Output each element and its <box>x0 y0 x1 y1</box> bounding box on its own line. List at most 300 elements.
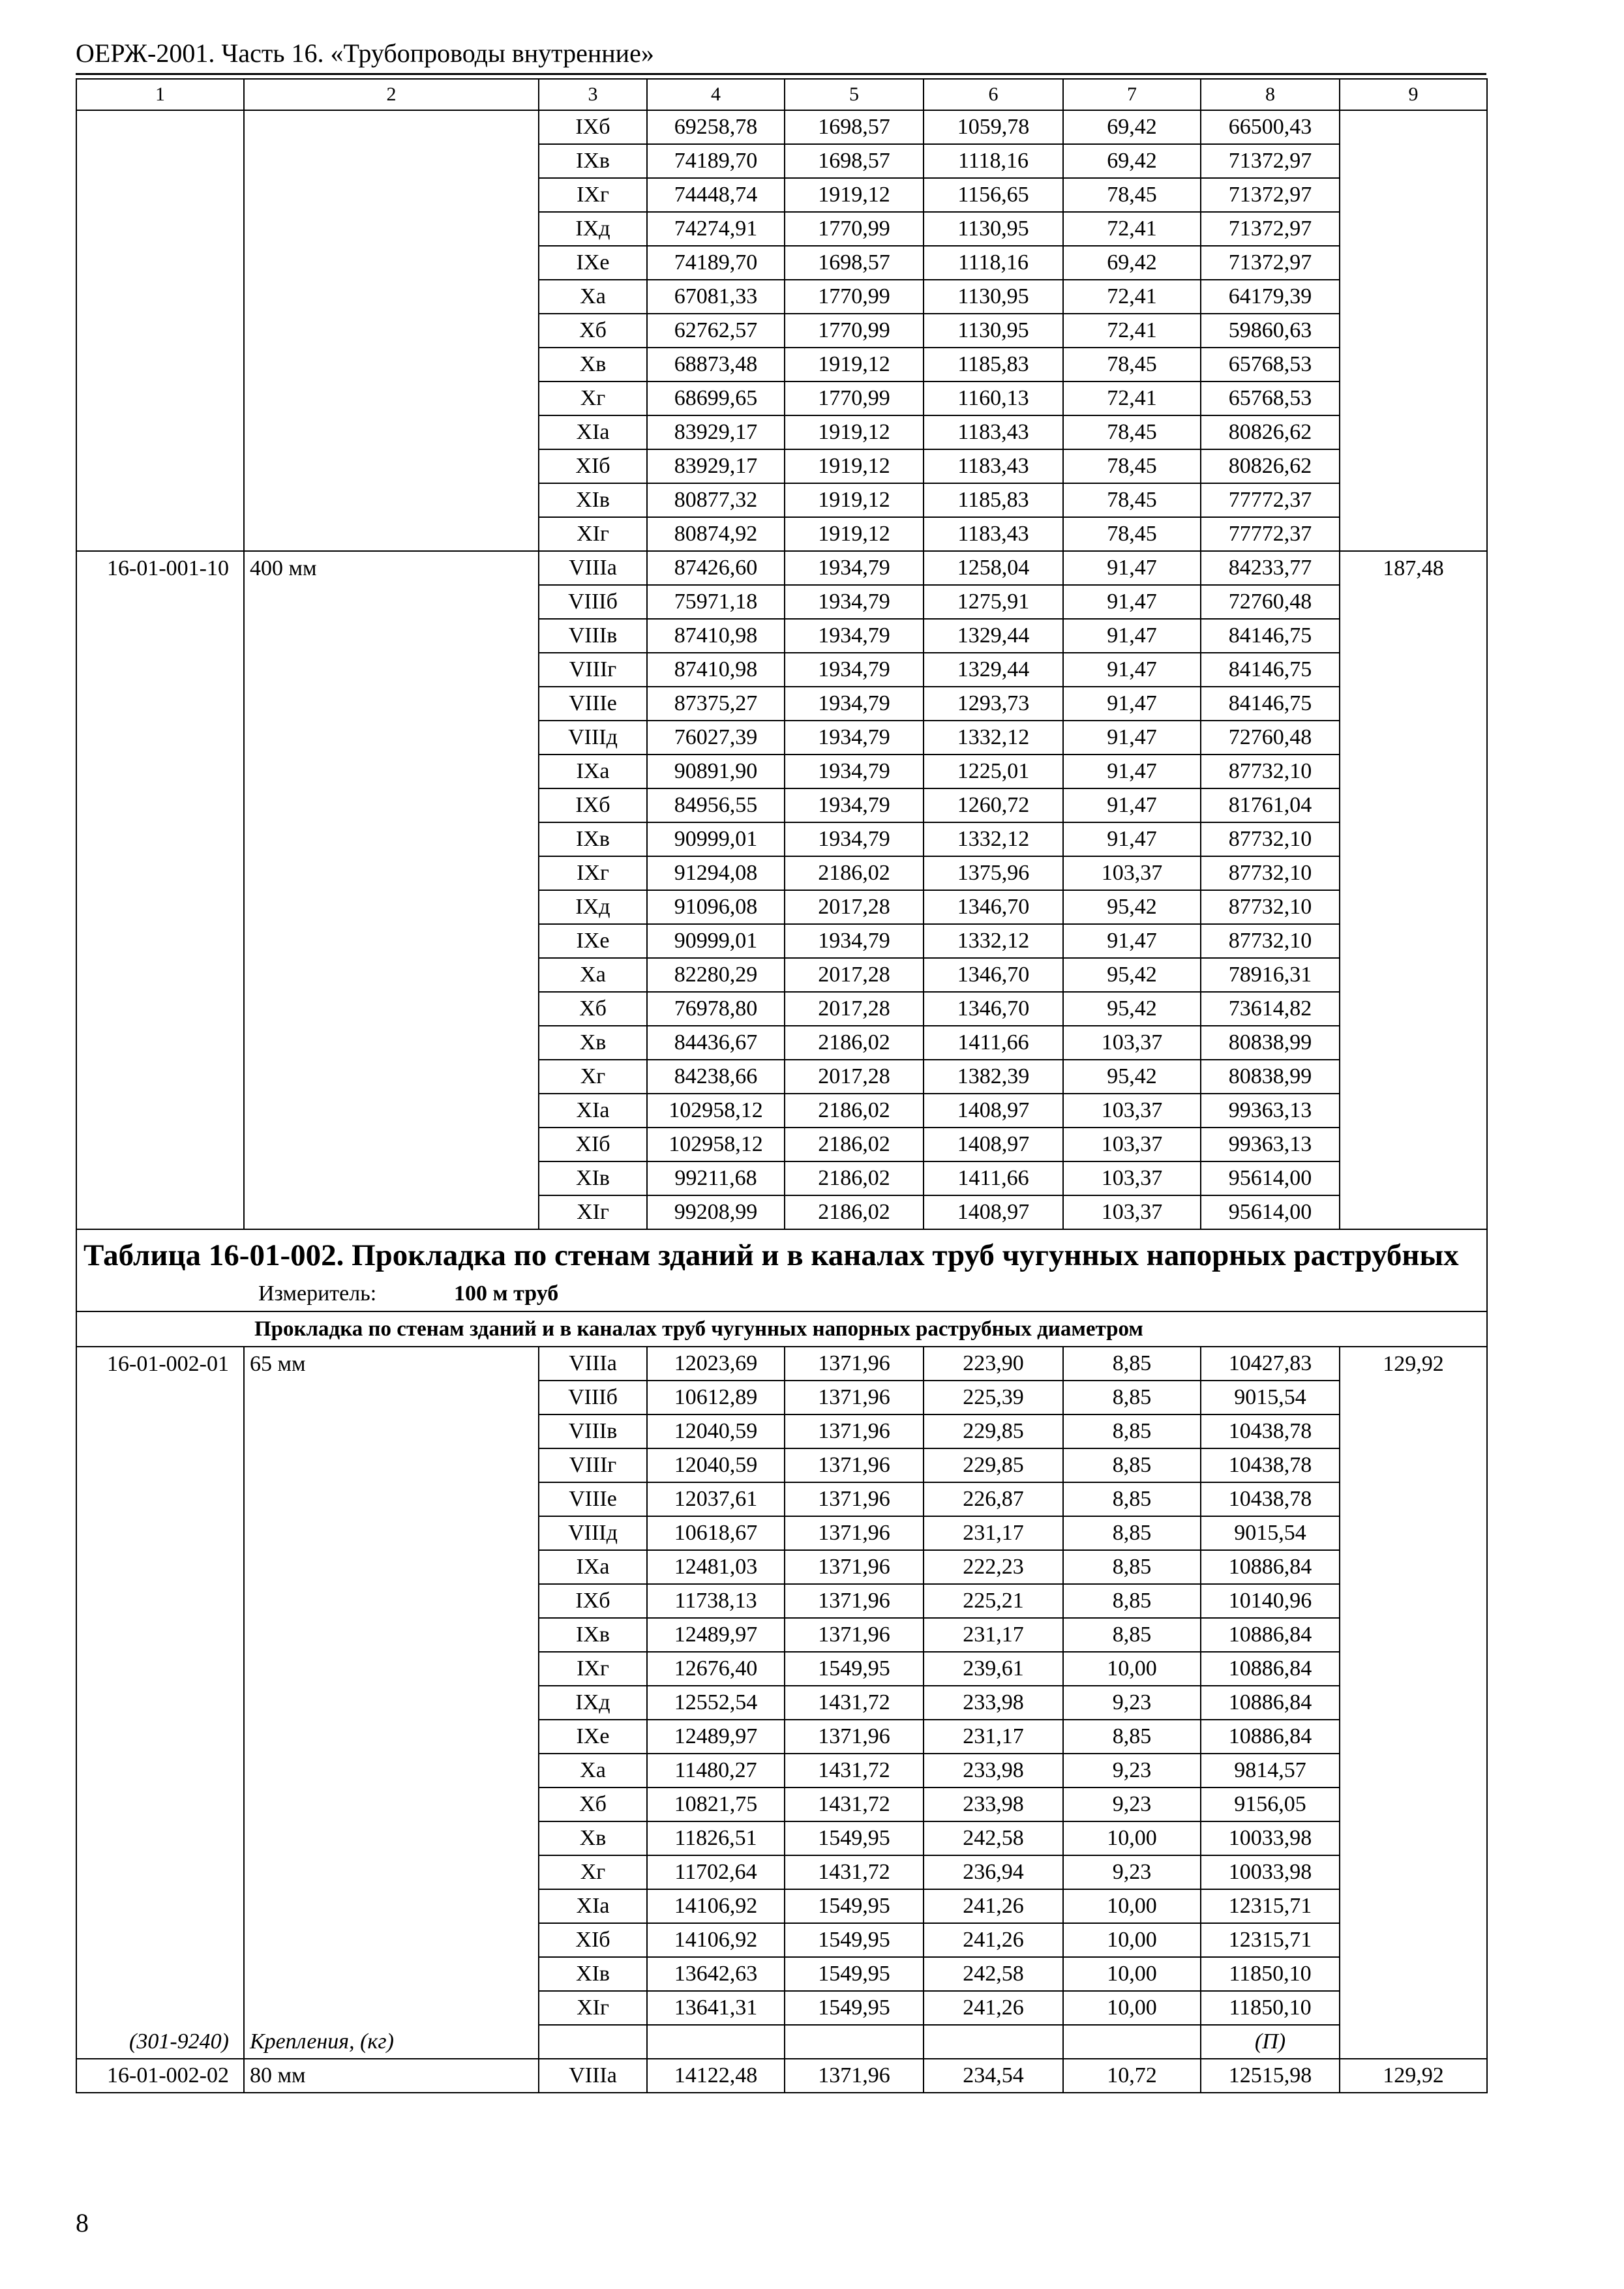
rate-code <box>76 1026 244 1060</box>
labor-hours <box>1340 1720 1487 1754</box>
total-cost: 12023,69 <box>647 1347 785 1381</box>
rate-code <box>76 178 244 212</box>
rate-code <box>76 1652 244 1686</box>
pipe-diameter <box>244 687 539 721</box>
operator-wages: 9,23 <box>1063 1754 1201 1788</box>
operator-wages: 10,00 <box>1063 1821 1201 1855</box>
machine-cost: 1346,70 <box>924 890 1063 924</box>
operator-wages: 95,42 <box>1063 1060 1201 1094</box>
column-number: 1 <box>76 79 244 110</box>
operator-wages: 91,47 <box>1063 755 1201 788</box>
labor-cost: 1371,96 <box>785 1347 924 1381</box>
machine-cost: 1382,39 <box>924 1060 1063 1094</box>
labor-hours <box>1340 1821 1487 1855</box>
materials-cost: 59860,63 <box>1201 314 1340 348</box>
labor-hours <box>1340 1026 1487 1060</box>
operator-wages: 10,00 <box>1063 1889 1201 1923</box>
labor-hours <box>1340 1516 1487 1550</box>
table-row <box>76 246 1487 280</box>
materials-cost: 9156,05 <box>1201 1788 1340 1821</box>
rate-code <box>76 1161 244 1195</box>
rates-table <box>76 78 1488 2093</box>
running-header: ОЕРЖ-2001. Часть 16. «Трубопроводы внутренние» <box>76 38 654 68</box>
machine-cost: 222,23 <box>924 1550 1063 1584</box>
rate-code <box>76 890 244 924</box>
materials-cost: 95614,00 <box>1201 1195 1340 1229</box>
total-cost: 80874,92 <box>647 517 785 551</box>
column-number: 8 <box>1201 79 1340 110</box>
machine-cost: 229,85 <box>924 1448 1063 1482</box>
operator-wages: 9,23 <box>1063 1855 1201 1889</box>
machine-cost: 223,90 <box>924 1347 1063 1381</box>
operator-wages: 91,47 <box>1063 924 1201 958</box>
zone-code: IXд <box>539 212 647 246</box>
table-row <box>76 1550 1487 1584</box>
column-number: 6 <box>924 79 1063 110</box>
total-cost: 11480,27 <box>647 1754 785 1788</box>
pipe-diameter <box>244 1889 539 1923</box>
labor-hours <box>1340 1128 1487 1161</box>
operator-wages: 95,42 <box>1063 890 1201 924</box>
total-cost: 91294,08 <box>647 856 785 890</box>
total-cost: 11702,64 <box>647 1855 785 1889</box>
rate-code <box>76 856 244 890</box>
materials-cost: 87732,10 <box>1201 890 1340 924</box>
table-row <box>76 1855 1487 1889</box>
total-cost: 62762,57 <box>647 314 785 348</box>
operator-wages: 78,45 <box>1063 348 1201 382</box>
empty-cell <box>1340 2025 1487 2059</box>
labor-cost: 2186,02 <box>785 1161 924 1195</box>
labor-cost: 1549,95 <box>785 1957 924 1991</box>
labor-hours <box>1340 178 1487 212</box>
zone-code: IXб <box>539 110 647 144</box>
pipe-diameter <box>244 1448 539 1482</box>
rate-code <box>76 1381 244 1414</box>
labor-cost: 1371,96 <box>785 2059 924 2093</box>
total-cost: 12040,59 <box>647 1448 785 1482</box>
rate-code <box>76 992 244 1026</box>
labor-cost: 2186,02 <box>785 1026 924 1060</box>
machine-cost: 1329,44 <box>924 653 1063 687</box>
materials-cost: 80838,99 <box>1201 1026 1340 1060</box>
total-cost: 87410,98 <box>647 619 785 653</box>
zone-code: VIIIе <box>539 1482 647 1516</box>
operator-wages: 8,85 <box>1063 1618 1201 1652</box>
machine-cost: 1408,97 <box>924 1195 1063 1229</box>
materials-cost: 77772,37 <box>1201 517 1340 551</box>
labor-hours <box>1340 788 1487 822</box>
rate-code <box>76 1094 244 1128</box>
rate-code <box>76 653 244 687</box>
table-row <box>76 856 1487 890</box>
pipe-diameter <box>244 1026 539 1060</box>
total-cost: 102958,12 <box>647 1128 785 1161</box>
materials-cost: 12515,98 <box>1201 2059 1340 2093</box>
total-cost: 75971,18 <box>647 585 785 619</box>
machine-cost: 241,26 <box>924 1991 1063 2025</box>
table-row <box>76 1094 1487 1128</box>
zone-code: Xа <box>539 280 647 314</box>
labor-hours <box>1340 755 1487 788</box>
zone-code: XIг <box>539 1991 647 2025</box>
pipe-diameter <box>244 1923 539 1957</box>
machine-cost: 1118,16 <box>924 144 1063 178</box>
rate-code <box>76 687 244 721</box>
labor-cost: 1431,72 <box>785 1788 924 1821</box>
pipe-diameter <box>244 653 539 687</box>
materials-cost: 10140,96 <box>1201 1584 1340 1618</box>
pipe-diameter <box>244 483 539 517</box>
table-row <box>76 551 1487 585</box>
machine-cost: 1332,12 <box>924 822 1063 856</box>
labor-hours: 187,48 <box>1340 551 1487 585</box>
machine-cost: 1260,72 <box>924 788 1063 822</box>
table-row <box>76 822 1487 856</box>
pipe-diameter <box>244 619 539 653</box>
pipe-diameter <box>244 1161 539 1195</box>
labor-cost: 1919,12 <box>785 449 924 483</box>
table-row <box>76 517 1487 551</box>
zone-code: VIIIа <box>539 551 647 585</box>
subheading-row <box>76 1311 1487 1347</box>
labor-cost: 2017,28 <box>785 958 924 992</box>
pipe-diameter <box>244 144 539 178</box>
total-cost: 83929,17 <box>647 415 785 449</box>
table-row <box>76 1754 1487 1788</box>
operator-wages: 69,42 <box>1063 144 1201 178</box>
table-row <box>76 1584 1487 1618</box>
labor-hours <box>1340 280 1487 314</box>
labor-hours: 129,92 <box>1340 1347 1487 1381</box>
zone-code: XIг <box>539 1195 647 1229</box>
labor-cost: 2017,28 <box>785 992 924 1026</box>
pipe-diameter <box>244 1686 539 1720</box>
machine-cost: 233,98 <box>924 1686 1063 1720</box>
labor-hours <box>1340 1381 1487 1414</box>
labor-cost: 2017,28 <box>785 890 924 924</box>
operator-wages: 8,85 <box>1063 1720 1201 1754</box>
pipe-diameter <box>244 585 539 619</box>
pipe-diameter <box>244 1414 539 1448</box>
labor-cost: 1371,96 <box>785 1482 924 1516</box>
labor-hours <box>1340 1652 1487 1686</box>
total-cost: 11826,51 <box>647 1821 785 1855</box>
rate-code: 16-01-002-01 <box>76 1347 244 1381</box>
rate-code <box>76 1550 244 1584</box>
pipe-diameter <box>244 1821 539 1855</box>
operator-wages: 10,00 <box>1063 1652 1201 1686</box>
pipe-diameter <box>244 755 539 788</box>
zone-code: VIIIб <box>539 1381 647 1414</box>
labor-cost: 1431,72 <box>785 1686 924 1720</box>
table-row <box>76 1414 1487 1448</box>
operator-wages: 8,85 <box>1063 1347 1201 1381</box>
pipe-diameter <box>244 382 539 415</box>
labor-cost: 1698,57 <box>785 246 924 280</box>
zone-code: VIIIг <box>539 1448 647 1482</box>
machine-cost: 1346,70 <box>924 992 1063 1026</box>
total-cost: 102958,12 <box>647 1094 785 1128</box>
labor-hours <box>1340 619 1487 653</box>
machine-cost: 241,26 <box>924 1889 1063 1923</box>
zone-code: Xв <box>539 1026 647 1060</box>
rate-code <box>76 1821 244 1855</box>
table-title-row <box>76 1229 1487 1277</box>
labor-hours <box>1340 483 1487 517</box>
machine-cost: 1130,95 <box>924 280 1063 314</box>
labor-hours <box>1340 1618 1487 1652</box>
labor-cost: 1919,12 <box>785 348 924 382</box>
table-row <box>76 1889 1487 1923</box>
materials-cost: 10438,78 <box>1201 1448 1340 1482</box>
operator-wages: 10,72 <box>1063 2059 1201 2093</box>
labor-hours <box>1340 1550 1487 1584</box>
measure-row <box>76 1277 1487 1311</box>
labor-cost: 1371,96 <box>785 1550 924 1584</box>
total-cost: 68873,48 <box>647 348 785 382</box>
total-cost: 12676,40 <box>647 1652 785 1686</box>
materials-cost: 87732,10 <box>1201 856 1340 890</box>
rate-code <box>76 822 244 856</box>
labor-cost: 1549,95 <box>785 1821 924 1855</box>
table-row <box>76 585 1487 619</box>
total-cost: 10612,89 <box>647 1381 785 1414</box>
materials-cost: 10886,84 <box>1201 1618 1340 1652</box>
materials-cost: 11850,10 <box>1201 1991 1340 2025</box>
operator-wages: 69,42 <box>1063 246 1201 280</box>
zone-code: IXг <box>539 178 647 212</box>
materials-cost: 71372,97 <box>1201 212 1340 246</box>
rate-code <box>76 144 244 178</box>
table-row <box>76 653 1487 687</box>
pipe-diameter <box>244 721 539 755</box>
materials-cost: 10438,78 <box>1201 1414 1340 1448</box>
total-cost: 83929,17 <box>647 449 785 483</box>
rate-code <box>76 449 244 483</box>
operator-wages: 8,85 <box>1063 1448 1201 1482</box>
materials-cost: 80826,62 <box>1201 415 1340 449</box>
machine-cost: 236,94 <box>924 1855 1063 1889</box>
materials-cost: 10033,98 <box>1201 1855 1340 1889</box>
total-cost: 13641,31 <box>647 1991 785 2025</box>
machine-cost: 229,85 <box>924 1414 1063 1448</box>
machine-cost: 1130,95 <box>924 314 1063 348</box>
labor-hours <box>1340 382 1487 415</box>
total-cost: 99211,68 <box>647 1161 785 1195</box>
rate-code <box>76 1923 244 1957</box>
zone-code: Xг <box>539 1060 647 1094</box>
machine-cost: 233,98 <box>924 1754 1063 1788</box>
labor-hours <box>1340 1923 1487 1957</box>
rate-code <box>76 1195 244 1229</box>
zone-code: XIа <box>539 1094 647 1128</box>
zone-code: XIб <box>539 1128 647 1161</box>
operator-wages: 72,41 <box>1063 382 1201 415</box>
pipe-diameter <box>244 1991 539 2025</box>
labor-cost: 1371,96 <box>785 1381 924 1414</box>
machine-cost: 1332,12 <box>924 721 1063 755</box>
machine-cost: 234,54 <box>924 2059 1063 2093</box>
measure-cell <box>76 1277 1487 1311</box>
total-cost: 84436,67 <box>647 1026 785 1060</box>
empty-cell <box>785 2025 924 2059</box>
zone-code: IXв <box>539 822 647 856</box>
labor-hours <box>1340 721 1487 755</box>
materials-cost: 84146,75 <box>1201 687 1340 721</box>
pipe-diameter <box>244 314 539 348</box>
materials-cost: 77772,37 <box>1201 483 1340 517</box>
pipe-diameter <box>244 856 539 890</box>
total-cost: 90891,90 <box>647 755 785 788</box>
rate-code <box>76 1584 244 1618</box>
rate-code <box>76 246 244 280</box>
labor-hours <box>1340 924 1487 958</box>
machine-cost: 1375,96 <box>924 856 1063 890</box>
rate-code <box>76 1754 244 1788</box>
materials-cost: 99363,13 <box>1201 1128 1340 1161</box>
labor-cost: 1934,79 <box>785 755 924 788</box>
zone-code: XIв <box>539 1161 647 1195</box>
rate-code <box>76 314 244 348</box>
rate-code <box>76 585 244 619</box>
rate-code <box>76 1128 244 1161</box>
zone-code: IXб <box>539 1584 647 1618</box>
pipe-diameter <box>244 1550 539 1584</box>
zone-code: IXа <box>539 1550 647 1584</box>
table-row <box>76 1381 1487 1414</box>
operator-wages: 91,47 <box>1063 619 1201 653</box>
total-cost: 14122,48 <box>647 2059 785 2093</box>
machine-cost: 1329,44 <box>924 619 1063 653</box>
zone-code: Xб <box>539 992 647 1026</box>
labor-hours <box>1340 1482 1487 1516</box>
table-row <box>76 1482 1487 1516</box>
machine-cost: 242,58 <box>924 1957 1063 1991</box>
operator-wages: 8,85 <box>1063 1550 1201 1584</box>
labor-hours <box>1340 1414 1487 1448</box>
pipe-diameter <box>244 1618 539 1652</box>
pipe-diameter <box>244 890 539 924</box>
rate-code <box>76 958 244 992</box>
materials-cost: 99363,13 <box>1201 1094 1340 1128</box>
total-cost: 10618,67 <box>647 1516 785 1550</box>
rate-code <box>76 1991 244 2025</box>
section-subheading: Прокладка по стенам зданий и в каналах труб чугунных напорных раструбных диаметром <box>76 1311 1487 1347</box>
labor-cost: 1770,99 <box>785 212 924 246</box>
total-cost: 10821,75 <box>647 1788 785 1821</box>
labor-hours <box>1340 890 1487 924</box>
machine-cost: 233,98 <box>924 1788 1063 1821</box>
table-row <box>76 1195 1487 1229</box>
labor-cost: 1934,79 <box>785 924 924 958</box>
labor-cost: 2186,02 <box>785 856 924 890</box>
labor-hours <box>1340 1094 1487 1128</box>
table-row <box>76 1516 1487 1550</box>
labor-cost: 1698,57 <box>785 144 924 178</box>
total-cost: 74448,74 <box>647 178 785 212</box>
labor-hours <box>1340 822 1487 856</box>
pipe-diameter <box>244 1381 539 1414</box>
total-cost: 14106,92 <box>647 1889 785 1923</box>
fastening-class: (П) <box>1201 2025 1340 2059</box>
table-row <box>76 1720 1487 1754</box>
zone-code: IXе <box>539 924 647 958</box>
labor-hours <box>1340 1788 1487 1821</box>
rate-code <box>76 1448 244 1482</box>
machine-cost: 1185,83 <box>924 483 1063 517</box>
zone-code: VIIIд <box>539 1516 647 1550</box>
rate-code <box>76 1855 244 1889</box>
operator-wages: 91,47 <box>1063 653 1201 687</box>
pipe-diameter <box>244 1754 539 1788</box>
pipe-diameter <box>244 1720 539 1754</box>
operator-wages: 91,47 <box>1063 788 1201 822</box>
pipe-diameter <box>244 788 539 822</box>
total-cost: 68699,65 <box>647 382 785 415</box>
operator-wages: 78,45 <box>1063 517 1201 551</box>
labor-hours <box>1340 958 1487 992</box>
zone-code: IXд <box>539 1686 647 1720</box>
labor-cost: 1934,79 <box>785 653 924 687</box>
operator-wages: 72,41 <box>1063 314 1201 348</box>
rate-code <box>76 788 244 822</box>
pipe-diameter <box>244 1094 539 1128</box>
zone-code: VIIIа <box>539 2059 647 2093</box>
zone-code: XIб <box>539 449 647 483</box>
zone-code: Xа <box>539 1754 647 1788</box>
table-row <box>76 449 1487 483</box>
labor-cost: 1549,95 <box>785 1991 924 2025</box>
materials-cost: 72760,48 <box>1201 721 1340 755</box>
rate-code <box>76 755 244 788</box>
table-row <box>76 924 1487 958</box>
labor-cost: 1934,79 <box>785 687 924 721</box>
labor-hours <box>1340 1448 1487 1482</box>
operator-wages: 103,37 <box>1063 1161 1201 1195</box>
table-row <box>76 280 1487 314</box>
measure-value: 100 м труб <box>454 1281 559 1306</box>
machine-cost: 1411,66 <box>924 1026 1063 1060</box>
machine-cost: 1183,43 <box>924 517 1063 551</box>
pipe-diameter <box>244 212 539 246</box>
total-cost: 67081,33 <box>647 280 785 314</box>
operator-wages: 103,37 <box>1063 1026 1201 1060</box>
table-row <box>76 1788 1487 1821</box>
pipe-diameter <box>244 110 539 144</box>
pipe-diameter <box>244 1788 539 1821</box>
operator-wages: 10,00 <box>1063 1957 1201 1991</box>
zone-code: Xб <box>539 314 647 348</box>
labor-cost: 1770,99 <box>785 280 924 314</box>
labor-hours <box>1340 517 1487 551</box>
rate-code <box>76 1414 244 1448</box>
labor-cost: 1919,12 <box>785 483 924 517</box>
materials-cost: 12315,71 <box>1201 1923 1340 1957</box>
labor-cost: 1770,99 <box>785 314 924 348</box>
rate-code <box>76 415 244 449</box>
total-cost: 82280,29 <box>647 958 785 992</box>
total-cost: 87426,60 <box>647 551 785 585</box>
zone-code: IXб <box>539 788 647 822</box>
table-row <box>76 415 1487 449</box>
table-row <box>76 2059 1487 2093</box>
machine-cost: 1408,97 <box>924 1094 1063 1128</box>
zone-code: XIа <box>539 1889 647 1923</box>
rate-code <box>76 1889 244 1923</box>
rate-code <box>76 1686 244 1720</box>
table-row <box>76 314 1487 348</box>
